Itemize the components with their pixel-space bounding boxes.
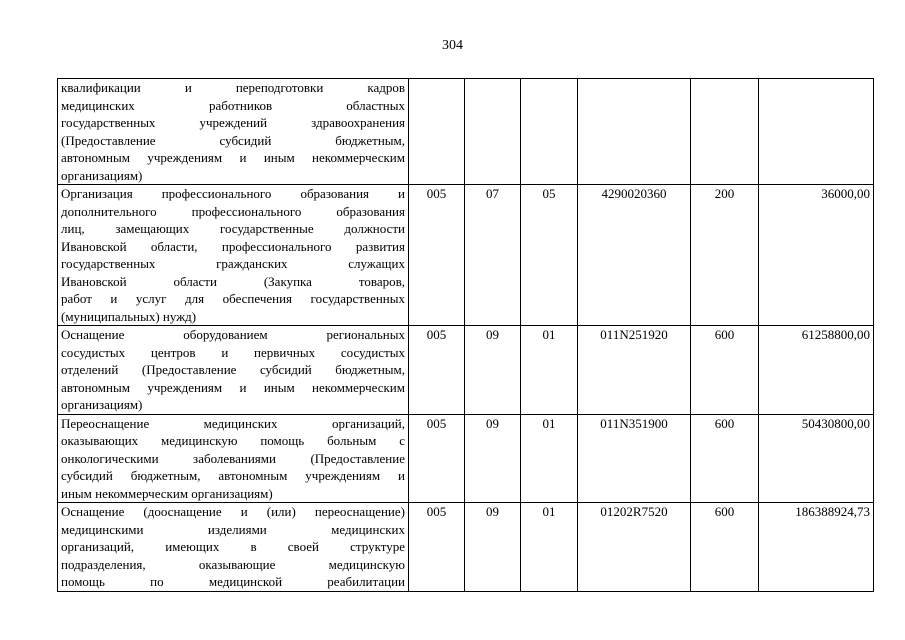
table-row xyxy=(58,185,874,326)
cell-vr: 200 xyxy=(691,185,759,326)
description-line: работ и услуг для обеспечения государственных xyxy=(61,291,405,306)
description-line: медицинскими изделиями медицинских xyxy=(61,521,405,537)
cell-gr: 005 xyxy=(409,185,465,326)
description-line: организаций, имеющих в своей структуре xyxy=(61,539,405,554)
cell-vr: 600 xyxy=(691,414,759,503)
description-line: Переоснащение медицинских организаций, xyxy=(61,415,405,431)
cell-sum xyxy=(759,79,874,185)
description-line: иным некоммерческим организациям) xyxy=(61,485,273,501)
table-row xyxy=(58,503,874,592)
table-row xyxy=(58,414,874,503)
description-line: квалификации и переподготовки кадров xyxy=(61,80,405,95)
description-line: Оснащение (дооснащение и (или) переоснащение) xyxy=(61,504,405,519)
cell-description xyxy=(58,326,409,415)
description-line: Организация профессионального образования и xyxy=(61,186,405,201)
cell-csr: 011N351900 xyxy=(578,414,691,503)
cell-sum: 61258800,00 xyxy=(759,326,874,415)
description-line: субсидий бюджетным, автономным учреждениям и xyxy=(61,468,405,483)
table-row xyxy=(58,326,874,415)
cell-rz: 09 xyxy=(465,503,521,592)
cell-gr: 005 xyxy=(409,414,465,503)
description-line: организациям) xyxy=(61,167,143,183)
description-line: лиц, замещающих государственные должности xyxy=(61,221,405,236)
description-line: государственных гражданских служащих xyxy=(61,256,405,271)
cell-gr: 005 xyxy=(409,503,465,592)
page-number: 304 xyxy=(442,38,463,53)
description-line: Оснащение оборудованием региональных xyxy=(61,327,405,342)
description-line: онкологическими заболеваниями (Предоставление xyxy=(61,450,405,466)
cell-csr xyxy=(578,79,691,185)
description-line: автономным учреждениям и иным некоммерческим xyxy=(61,379,405,395)
description-line: сосудистых центров и первичных сосудистых xyxy=(61,344,405,360)
cell-gr: 005 xyxy=(409,326,465,415)
budget-table xyxy=(57,78,874,592)
cell-pr: 05 xyxy=(521,185,578,326)
cell-vr xyxy=(691,79,759,185)
cell-sum: 186388924,73 xyxy=(759,503,874,592)
cell-description xyxy=(58,503,409,592)
description-line: (Предоставление субсидий бюджетным, xyxy=(61,132,405,148)
table-row xyxy=(58,79,874,185)
cell-description xyxy=(58,414,409,503)
description-line: оказывающих медицинскую помощь больным с xyxy=(61,433,405,448)
description-line: медицинских работников областных xyxy=(61,97,405,113)
description-line: подразделения, оказывающие медицинскую xyxy=(61,556,405,572)
cell-pr: 01 xyxy=(521,326,578,415)
cell-pr: 01 xyxy=(521,503,578,592)
cell-description xyxy=(58,185,409,326)
description-line: организациям) xyxy=(61,397,143,412)
cell-vr: 600 xyxy=(691,326,759,415)
description-line: помощь по медицинской реабилитации xyxy=(61,574,405,589)
cell-rz: 09 xyxy=(465,414,521,503)
cell-csr: 01202R7520 xyxy=(578,503,691,592)
cell-sum: 36000,00 xyxy=(759,185,874,326)
cell-rz: 07 xyxy=(465,185,521,326)
description-line: государственных учреждений здравоохранения xyxy=(61,115,405,130)
cell-csr: 011N251920 xyxy=(578,326,691,415)
cell-csr: 4290020360 xyxy=(578,185,691,326)
cell-vr: 600 xyxy=(691,503,759,592)
cell-rz: 09 xyxy=(465,326,521,415)
description-line: отделений (Предоставление субсидий бюджетным, xyxy=(61,362,405,377)
cell-description xyxy=(58,79,409,185)
description-line: Ивановской области, профессионального развития xyxy=(61,238,405,254)
description-line: дополнительного профессионального образования xyxy=(61,203,405,219)
cell-gr xyxy=(409,79,465,185)
description-line: автономным учреждениям и иным некоммерческим xyxy=(61,150,405,165)
cell-sum: 50430800,00 xyxy=(759,414,874,503)
description-line: Ивановской области (Закупка товаров, xyxy=(61,273,405,289)
cell-rz xyxy=(465,79,521,185)
cell-pr xyxy=(521,79,578,185)
description-line: (муниципальных) нужд) xyxy=(61,308,197,324)
cell-pr: 01 xyxy=(521,414,578,503)
